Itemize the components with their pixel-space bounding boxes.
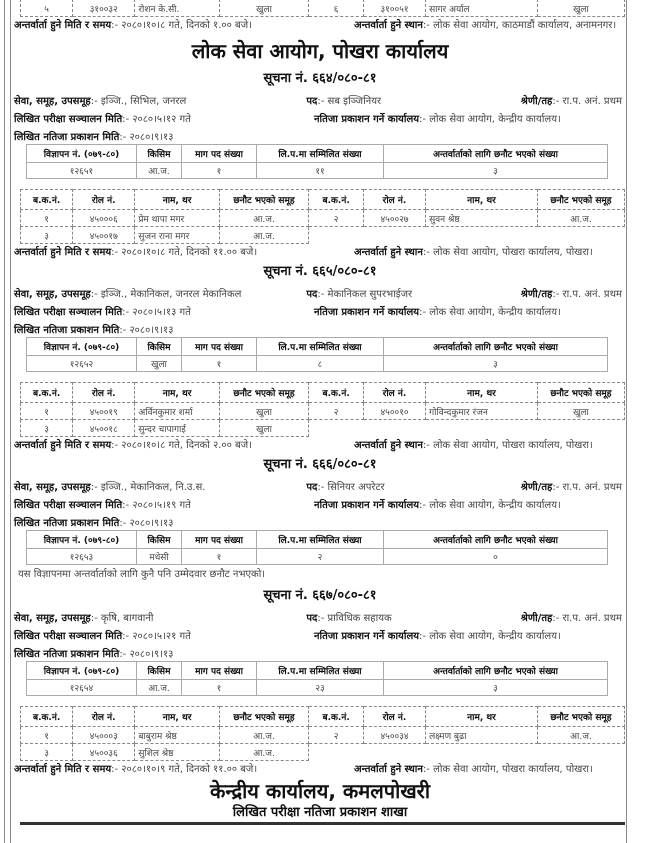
result-date-label: लिखित नतिजा प्रकाशन मिति: [14, 649, 120, 660]
candidate-column-header: छनौट भएको समूह: [537, 190, 624, 210]
candidate-name: प्रेम थापा मगर: [135, 210, 220, 227]
serial-number: २: [309, 727, 364, 744]
interview-place: :- लोक सेवा आयोग, पोखरा कार्यालय, पोखरा।: [422, 764, 593, 775]
summary-column-header: लि.प.मा सम्मिलित संख्या: [257, 662, 384, 680]
candidate-column-header: रोल नं.: [363, 383, 425, 403]
office-title: लोक सेवा आयोग, पोखरा कार्यालय: [191, 39, 449, 63]
interview-place: :- लोक सेवा आयोग, पोखरा कार्यालय, पोखरा।: [422, 247, 593, 258]
notice-meta-row-3: [14, 643, 626, 661]
candidate-column-header: नाम, थर: [426, 190, 538, 210]
post-label: पद: [306, 613, 318, 624]
summary-column-header: अन्तर्वार्ताको लागि छनौट भएको संख्या: [384, 338, 608, 356]
service-value: :- इञ्जि., मेकानिकल, जनरल मेकानिकल: [90, 289, 242, 300]
result-office-label: नतिजा प्रकाशन गर्ने कार्यालय: [314, 631, 420, 642]
empty-cell: [426, 744, 538, 761]
interview-time-label: अन्तर्वार्ता हुने मिति र समय: [14, 20, 112, 31]
candidate-column-header: नाम, थर: [135, 190, 220, 210]
interview-time: :- २०८०।१०।८ गते, दिनको ११.०० बजे।: [111, 247, 258, 258]
candidate-column-header: नाम, थर: [135, 707, 220, 727]
summary-cell: मधेसी: [137, 549, 182, 565]
empty-cell: [309, 227, 364, 244]
empty-cell: [537, 744, 624, 761]
roll-number: ४५००१०: [363, 403, 425, 420]
no-selection-note: यस विज्ञापनमा अन्तर्वार्ताको लागि कुनै पनि उम्मेदवार छनौट नभएको।: [18, 569, 266, 580]
service-label: सेवा, समूह, उपसमूह: [14, 289, 91, 300]
summary-cell: १२६५१: [27, 163, 137, 179]
summary-column-header: विज्ञापन नं. (०७९-८०): [27, 338, 137, 356]
exam-date-label: लिखित परीक्षा सञ्चालन मिति: [14, 631, 123, 642]
serial-number: २: [309, 210, 364, 227]
summary-column-header: विज्ञापन नं. (०७९-८०): [27, 662, 137, 680]
summary-cell: २: [257, 549, 384, 565]
interview-place-label: अन्तर्वार्ता हुने स्थान: [354, 247, 423, 258]
candidate-name: सुवन श्रेष्ठ: [426, 210, 538, 227]
candidate-column-header: छनौट भएको समूह: [537, 383, 624, 403]
interview-place-label: अन्तर्वार्ता हुने स्थान: [354, 20, 423, 31]
serial-number: ३: [21, 420, 73, 437]
result-date-value: :- २०८०।९।१३: [119, 649, 174, 660]
candidate-column-header: नाम, थर: [426, 707, 538, 727]
summary-value-row: [27, 356, 608, 372]
table-spacer: [14, 372, 626, 382]
summary-cell: ३: [384, 163, 608, 179]
selected-group: आ.ज.: [219, 744, 308, 761]
notice-meta-row-3: [14, 512, 626, 530]
roll-number: ४५०००६: [73, 210, 135, 227]
serial-number: २: [309, 403, 364, 420]
candidate-column-header: ब.क.नं.: [21, 190, 73, 210]
result-date-value: :- २०८०।९।१३: [119, 132, 174, 143]
candidate-column-header: ब.क.नं.: [309, 707, 364, 727]
summary-table: [26, 144, 608, 179]
service-value: :- इञ्जि., मेकानिकल, नि.उ.स.: [90, 482, 206, 493]
empty-cell: [363, 744, 425, 761]
notice-meta-row-2: [14, 494, 626, 512]
interview-time-group: [14, 244, 354, 261]
candidate-header-row: [21, 707, 625, 727]
table-row: [21, 727, 625, 744]
interview-time: :- २०८०।१०।९ गते, दिनको ११.०० बजे।: [111, 764, 258, 775]
result-office-label: नतिजा प्रकाशन गर्ने कार्यालय: [314, 114, 420, 125]
selected-group: आ.ज.: [537, 727, 624, 744]
summary-column-header: लि.प.मा सम्मिलित संख्या: [257, 531, 384, 549]
candidate-column-header: छनौट भएको समूह: [219, 190, 308, 210]
summary-header-row: [27, 145, 608, 163]
post-value: :- सब इञ्जिनियर: [317, 96, 382, 107]
interview-info: [14, 437, 626, 454]
result-office-value: :- लोक सेवा आयोग, केन्द्रीय कार्यालय।: [419, 500, 561, 511]
interview-place: :- लोक सेवा आयोग, काठमाडौं कार्यालय, अनामनगर।: [422, 20, 617, 31]
serial-number: १: [21, 210, 73, 227]
notice-meta-row-2: [14, 301, 626, 319]
post-value: :- सिनियर अपरेटर: [317, 482, 385, 493]
candidate-column-header: ब.क.नं.: [309, 383, 364, 403]
exam-date-label: लिखित परीक्षा सञ्चालन मिति: [14, 114, 123, 125]
candidate-column-header: रोल नं.: [363, 190, 425, 210]
summary-column-header: किसिम: [137, 662, 182, 680]
exam-date-value: :- २०८०।५।१९ गते: [122, 500, 191, 511]
summary-cell: ८: [257, 356, 384, 372]
table-spacer: [14, 179, 626, 189]
empty-cell: [309, 420, 364, 437]
service-label: सेवा, समूह, उपसमूह: [14, 96, 91, 107]
summary-cell: ११: [257, 163, 384, 179]
result-office-value: :- लोक सेवा आयोग, केन्द्रीय कार्यालय।: [419, 307, 561, 318]
level-label: श्रेणी/तह: [520, 289, 553, 300]
serial-number: ३: [21, 227, 73, 244]
notice-title: सूचना नं. ६६४/०८०-८१: [263, 71, 377, 86]
notice-meta-row-3: [14, 126, 626, 144]
candidate-name: बाबुराम श्रेष्ठ: [135, 727, 220, 744]
footer-divider: [20, 822, 625, 825]
candidate-column-header: नाम, थर: [426, 383, 538, 403]
candidate-column-header: रोल नं.: [73, 383, 135, 403]
result-office-label: नतिजा प्रकाशन गर्ने कार्यालय: [314, 500, 420, 511]
table-row: [21, 227, 625, 244]
footer-subtitle: लिखित परीक्षा नतिजा प्रकाशन शाखा: [232, 805, 408, 820]
empty-cell: [309, 744, 364, 761]
summary-value-row: [27, 680, 608, 696]
level-value: :- रा.प. अनं. प्रथम: [552, 613, 622, 624]
summary-cell: १: [182, 356, 257, 372]
notice-meta-row-2: [14, 108, 626, 126]
summary-table: [26, 530, 608, 565]
summary-cell: १२६५२: [27, 356, 137, 372]
exam-date-value: :- २०८०।५।१२ गते: [122, 114, 191, 125]
roll-number: ४५०००३: [73, 727, 135, 744]
notice-title: सूचना नं. ६६५/०८०-८१: [263, 264, 377, 279]
result-date-label: लिखित नतिजा प्रकाशन मिति: [14, 325, 120, 336]
result-office-value: :- लोक सेवा आयोग, केन्द्रीय कार्यालय।: [419, 631, 561, 642]
roll-number: ४५००१९: [73, 403, 135, 420]
notice-meta-row-2: [14, 625, 626, 643]
level-label: श्रेणी/तह: [520, 482, 553, 493]
candidate-column-header: ब.क.नं.: [21, 383, 73, 403]
level-label: श्रेणी/तह: [520, 613, 553, 624]
candidate-column-header: रोल नं.: [73, 190, 135, 210]
summary-column-header: माग पद संख्या: [182, 662, 257, 680]
interview-place-group: [354, 244, 593, 261]
summary-column-header: किसिम: [137, 338, 182, 356]
table-row: [21, 403, 625, 420]
exam-date-value: :- २०८०।५।१३ गते: [122, 307, 191, 318]
level-label: श्रेणी/तह: [520, 96, 553, 107]
service-value: :- इञ्जि., सिभिल, जनरल: [90, 96, 187, 107]
left-border-outer: [4, 0, 5, 843]
exam-date-label: लिखित परीक्षा सञ्चालन मिति: [14, 500, 123, 511]
result-date-label: लिखित नतिजा प्रकाशन मिति: [14, 132, 120, 143]
table-row: [21, 210, 625, 227]
empty-cell: [426, 227, 538, 244]
candidate-header-row: [21, 383, 625, 403]
candidate-table: [20, 706, 625, 761]
empty-cell: [426, 420, 538, 437]
empty-cell: [363, 420, 425, 437]
notice-title: सूचना नं. ६६७/०८०-८१: [263, 588, 377, 603]
post-value: :- प्राविधिक सहायक: [317, 613, 392, 624]
empty-cell: [363, 227, 425, 244]
candidate-column-header: ब.क.नं.: [309, 190, 364, 210]
summary-cell: १२६५३: [27, 549, 137, 565]
candidate-header-row: [21, 190, 625, 210]
summary-cell: १: [182, 163, 257, 179]
notice-meta-row-1: [14, 90, 626, 108]
notice-meta-row-3: [14, 319, 626, 337]
selected-group: आ.ज.: [219, 227, 308, 244]
summary-cell: १: [182, 549, 257, 565]
selected-group: आ.ज.: [219, 727, 308, 744]
summary-cell: १: [182, 680, 257, 696]
post-label: पद: [306, 96, 318, 107]
summary-table: [26, 337, 608, 372]
notice-meta-row-1: [14, 283, 626, 301]
candidate-column-header: ब.क.नं.: [21, 707, 73, 727]
service-label: सेवा, समूह, उपसमूह: [14, 482, 91, 493]
summary-cell: १२६५४: [27, 680, 137, 696]
interview-time: :- २०८०।१०।८ गते, दिनको २.०० बजे।: [111, 440, 252, 451]
interview-place-label: अन्तर्वार्ता हुने स्थान: [354, 440, 423, 451]
result-date-label: लिखित नतिजा प्रकाशन मिति: [14, 518, 120, 529]
summary-header-row: [27, 531, 608, 549]
summary-column-header: माग पद संख्या: [182, 145, 257, 163]
candidate-column-header: रोल नं.: [73, 707, 135, 727]
candidate-name: सुजन राना मगर: [135, 227, 220, 244]
summary-column-header: अन्तर्वार्ताको लागि छनौट भएको संख्या: [384, 662, 608, 680]
summary-cell: खुला: [137, 356, 182, 372]
summary-column-header: माग पद संख्या: [182, 338, 257, 356]
interview-time-group: [14, 761, 354, 778]
candidate-column-header: छनौट भएको समूह: [537, 707, 624, 727]
post-label: पद: [306, 289, 318, 300]
candidate-name: सुन्दर चापागाई: [135, 420, 220, 437]
summary-column-header: लि.प.मा सम्मिलित संख्या: [257, 338, 384, 356]
left-border-inner: [10, 0, 11, 843]
summary-cell: ०: [384, 549, 608, 565]
candidate-column-header: रोल नं.: [363, 707, 425, 727]
result-office-label: नतिजा प्रकाशन गर्ने कार्यालय: [314, 307, 420, 318]
level-value: :- रा.प. अनं. प्रथम: [552, 482, 622, 493]
candidate-table: [20, 382, 625, 437]
serial-number: १: [21, 727, 73, 744]
selected-group: खुला: [219, 420, 308, 437]
summary-cell: ३: [384, 356, 608, 372]
previous-candidate-table: [20, 0, 625, 17]
interview-time: :- २०८०।१०।८ गते, दिनको १.०० बजे।: [111, 20, 252, 31]
roll-number: ४५००१७: [73, 227, 135, 244]
interview-time-label: अन्तर्वार्ता हुने मिति र समय: [14, 764, 112, 775]
interview-info: [14, 244, 626, 261]
notice-section-4: [14, 585, 626, 778]
candidate-column-header: छनौट भएको समूह: [219, 707, 308, 727]
summary-cell: ३: [384, 680, 608, 696]
interview-place-label: अन्तर्वार्ता हुने स्थान: [354, 764, 423, 775]
candidate-name: लक्ष्मण बुढा: [426, 727, 538, 744]
summary-header-row: [27, 662, 608, 680]
notice-section-1: [14, 68, 626, 261]
candidate-name: अर्विनकुमार शर्मा: [135, 403, 220, 420]
summary-table: [26, 661, 608, 696]
exam-date-value: :- २०८०।५।२१ गते: [122, 631, 191, 642]
notice-meta-row-1: [14, 476, 626, 494]
candidate-name: सुशिल श्रेष्ठ: [135, 744, 220, 761]
selected-group: खुला: [537, 403, 624, 420]
summary-column-header: लि.प.मा सम्मिलित संख्या: [257, 145, 384, 163]
summary-header-row: [27, 338, 608, 356]
serial-number: १: [21, 403, 73, 420]
empty-cell: [537, 227, 624, 244]
interview-info: [14, 761, 626, 778]
empty-cell: [537, 420, 624, 437]
serial-number: ३: [21, 744, 73, 761]
summary-value-row: [27, 549, 608, 565]
summary-column-header: अन्तर्वार्ताको लागि छनौट भएको संख्या: [384, 531, 608, 549]
previous-interview-info: [14, 17, 626, 34]
summary-column-header: किसिम: [137, 145, 182, 163]
service-value: :- कृषि, बागवानी: [90, 613, 154, 624]
roll-number: ४५००१८: [73, 420, 135, 437]
roll-number: ४५००३६: [73, 744, 135, 761]
interview-place-group: [354, 437, 593, 454]
notice-title: सूचना नं. ६६६/०८०-८१: [263, 457, 377, 472]
table-row: [21, 744, 625, 761]
interview-time-label: अन्तर्वार्ता हुने मिति र समय: [14, 247, 112, 258]
summary-value-row: [27, 163, 608, 179]
interview-time-label: अन्तर्वार्ता हुने मिति र समय: [14, 440, 112, 451]
selected-group: आ.ज.: [537, 210, 624, 227]
summary-column-header: विज्ञापन नं. (०७९-८०): [27, 531, 137, 549]
table-row: [21, 420, 625, 437]
notice-section-2: [14, 261, 626, 454]
selected-group: खुला: [219, 403, 308, 420]
level-value: :- रा.प. अनं. प्रथम: [552, 96, 622, 107]
interview-place: :- लोक सेवा आयोग, पोखरा कार्यालय, पोखरा।: [422, 440, 593, 451]
notice-content: [14, 0, 626, 825]
interview-time-group: [14, 437, 354, 454]
summary-cell: आ.ज.: [137, 680, 182, 696]
footer-title: केन्द्रीय कार्यालय, कमलपोखरी: [209, 779, 431, 803]
table-row: ५ ३१००३२ रोशन के.सी. खुला ६ ३१००५१ सागर अर्याल खुला: [21, 0, 625, 17]
candidate-name: गोविन्दकुमार रंजन: [426, 403, 538, 420]
roll-number: ४५००२७: [363, 210, 425, 227]
exam-date-label: लिखित परीक्षा सञ्चालन मिति: [14, 307, 123, 318]
summary-column-header: अन्तर्वार्ताको लागि छनौट भएको संख्या: [384, 145, 608, 163]
summary-column-header: विज्ञापन नं. (०७९-८०): [27, 145, 137, 163]
summary-column-header: किसिम: [137, 531, 182, 549]
interview-place-group: [354, 761, 593, 778]
result-date-value: :- २०८०।९।१३: [119, 325, 174, 336]
level-value: :- रा.प. अनं. प्रथम: [552, 289, 622, 300]
candidate-table: [20, 189, 625, 244]
table-spacer: [14, 696, 626, 706]
candidate-column-header: छनौट भएको समूह: [219, 383, 308, 403]
result-office-value: :- लोक सेवा आयोग, केन्द्रीय कार्यालय।: [419, 114, 561, 125]
service-label: सेवा, समूह, उपसमूह: [14, 613, 91, 624]
post-value: :- मेकानिकल सुपरभाईजर: [317, 289, 413, 300]
summary-cell: २३: [257, 680, 384, 696]
notice-meta-row-1: [14, 607, 626, 625]
result-date-value: :- २०८०।९।१३: [119, 518, 174, 529]
right-border: [626, 0, 627, 843]
notice-section-3: [14, 454, 626, 585]
summary-column-header: माग पद संख्या: [182, 531, 257, 549]
candidate-column-header: नाम, थर: [135, 383, 220, 403]
post-label: पद: [306, 482, 318, 493]
roll-number: ४५००३४: [363, 727, 425, 744]
selected-group: आ.ज.: [219, 210, 308, 227]
summary-cell: आ.ज.: [137, 163, 182, 179]
